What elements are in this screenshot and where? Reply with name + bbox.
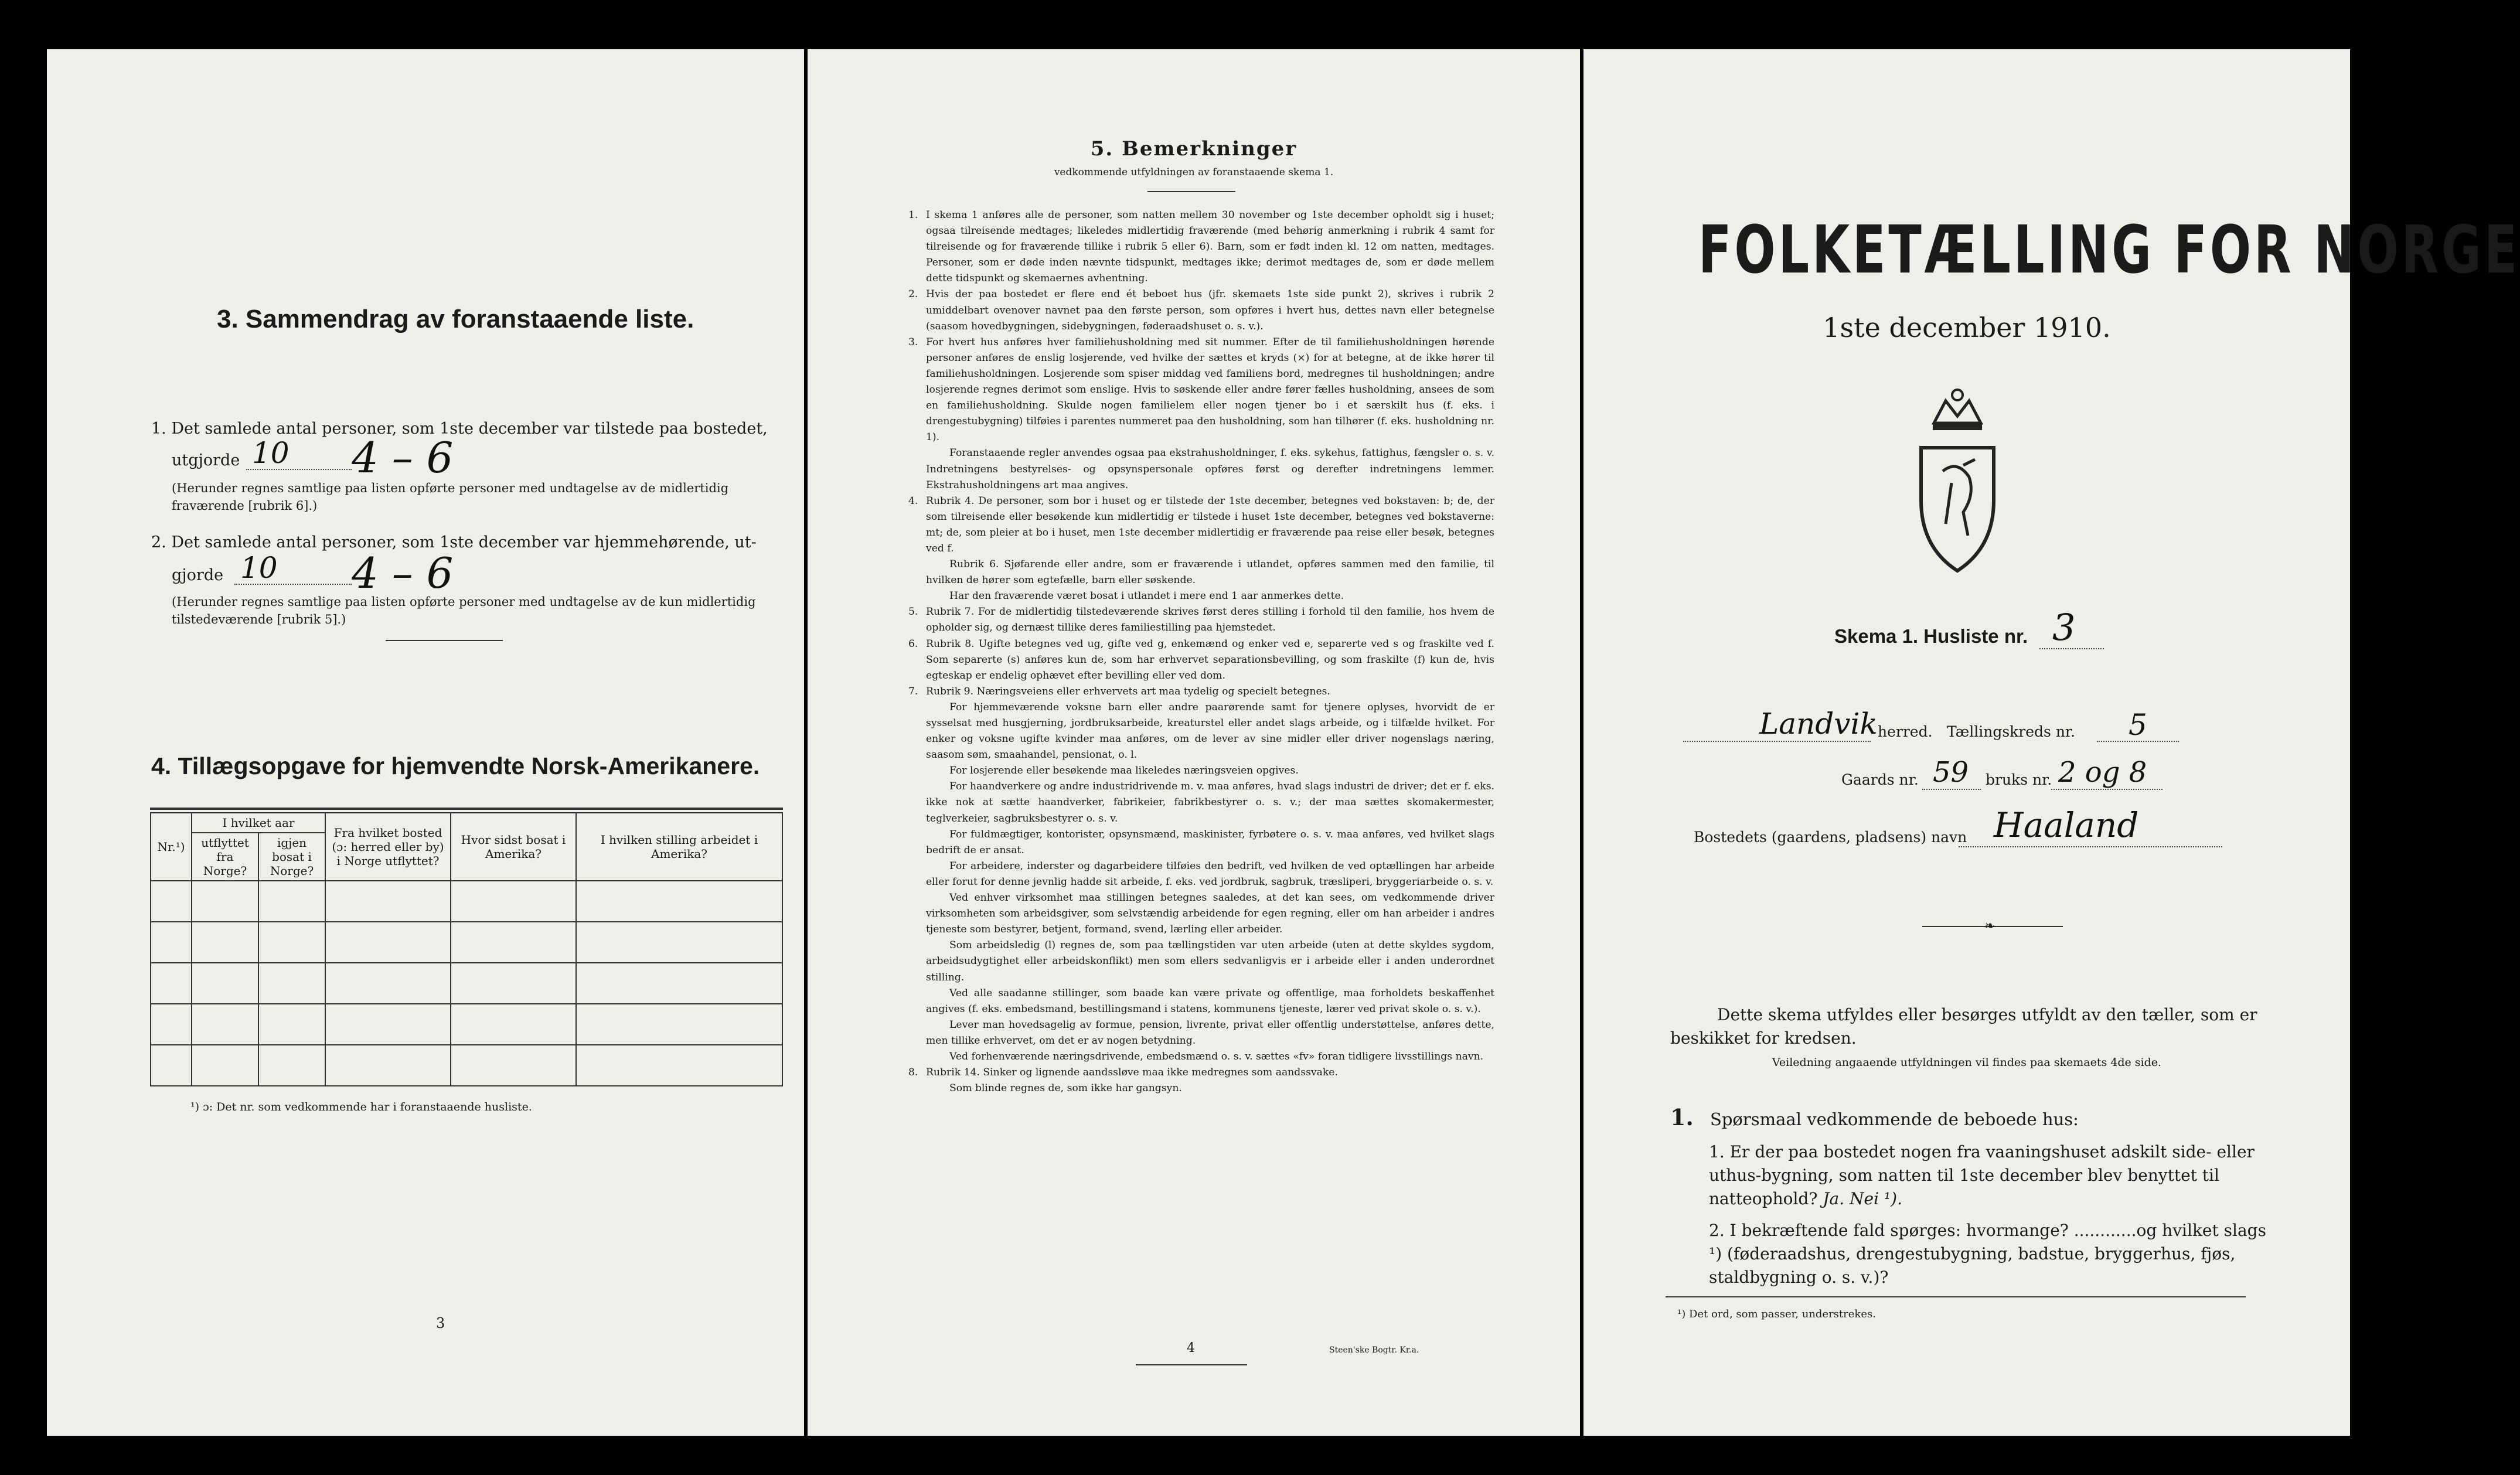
- remark-paragraph: [908, 763, 1494, 779]
- remark-paragraph: [908, 890, 1494, 938]
- ornament-icon: ❧: [1984, 919, 1995, 934]
- q1-1-text: 1. Er der paa bostedet nogen fra vaaningshuset adskilt side- eller uthus-bygning, som natten til 1ste december blev benyttet til natteophold?: [1709, 1142, 2255, 1208]
- footnote: ¹) Det ord, som passer, understrekes.: [1677, 1308, 1876, 1320]
- page-number: 3: [436, 1315, 445, 1331]
- remark-number: [908, 890, 926, 938]
- remark-text: Ved forhenværende næringsdrivende, embedsmænd o. s. v. sættes «fv» foran tidligere livsstillings navn.: [949, 1050, 1484, 1062]
- remark-number: 7.: [908, 685, 918, 697]
- remark-number: 8.: [908, 1067, 918, 1079]
- col-nr: Nr.¹): [151, 813, 192, 881]
- item1-prefix: utgjorde: [172, 451, 240, 469]
- gaards-label: Gaards nr.: [1841, 771, 1919, 788]
- remark-text: For losjerende eller besøkende maa likeledes næringsveien opgives.: [949, 765, 1299, 777]
- remark-paragraph: [908, 1065, 1494, 1081]
- item1-handwritten-note: 4 – 6: [352, 433, 454, 482]
- section3-title: 3. Sammendrag av foranstaaende liste.: [217, 305, 694, 333]
- remark-number: 1.: [908, 209, 918, 221]
- instruction-small: Veiledning angaaende utfyldningen vil findes paa skemaets 4de side.: [1772, 1056, 2162, 1069]
- divider: [1147, 191, 1235, 192]
- remark-paragraph: [908, 335, 1494, 446]
- remark-text: Som arbeidsledig (l) regnes de, som paa tællingstiden var uten arbeide (uten at dette skyldes sygdom, arbeidsudygtighet eller arbeidskonflikt) men som ellers sedvanligvis er i arbeide eller i anden underordnet stilling.: [926, 939, 1494, 983]
- section4-title: 4. Tillægsopgave for hjemvendte Norsk-Amerikanere.: [151, 752, 760, 779]
- bosted-label: Bostedets (gaardens, pladsens) navn: [1694, 829, 1967, 846]
- remark-number: [908, 1049, 926, 1065]
- remark-text: Rubrik 9. Næringsveiens eller erhvervets art maa tydelig og specielt betegnes.: [926, 685, 1330, 697]
- table-row: [151, 1045, 782, 1086]
- house-number: 3: [2052, 606, 2076, 649]
- remark-number: [908, 986, 926, 1017]
- remark-number: 5.: [908, 606, 918, 618]
- q1-1-answer: Ja. Nei ¹).: [1823, 1189, 1902, 1208]
- remark-number: [908, 445, 926, 493]
- bruks-value: 2 og 8: [2058, 756, 2147, 789]
- col-sidst-bosat: Hvor sidst bosat i Amerika?: [451, 813, 576, 881]
- remark-text: Har den fraværende været bosat i utlandet i mere end 1 aar anmerkes dette.: [949, 590, 1344, 602]
- remark-number: 4.: [908, 495, 918, 507]
- census-date: 1ste december 1910.: [1823, 312, 2111, 343]
- col-fra-bosted: Fra hvilket bosted (ɔ: herred eller by) i Norge utflyttet?: [325, 813, 451, 881]
- table-footnote: ¹) ɔ: Det nr. som vedkommende har i foranstaaende husliste.: [190, 1101, 532, 1113]
- remark-text: Ved enhver virksomhet maa stillingen betegnes saaledes, at det kan sees, om vedkommende driver virksomheten som arbeidsgiver, som selvstændig arbeidende for egen regning, eller om han arbeider i andres tjeneste som bestyrer, betjent, formand, svend, lærling eller arbeider.: [926, 892, 1494, 936]
- item2-note: (Herunder regnes samtlige paa listen opførte personer med undtagelse av de kun midlertidig tilstedeværende [rubrik 5].): [172, 595, 756, 626]
- remark-paragraph: [908, 1049, 1494, 1065]
- item2-prefix: gjorde: [172, 566, 224, 584]
- remark-paragraph: [908, 557, 1494, 588]
- divider: [1136, 1364, 1247, 1365]
- q1-number: 1.: [1670, 1104, 1694, 1130]
- remark-text: Rubrik 4. De personer, som bor i huset og er tilstede der 1ste december, betegnes ved bokstaven: b; de, der som tilreisende eller besøkende kun midlertidig er tilstede i huset 1ste december, betegnes ved bokstaverne: mt; de, som pleier at bo i huset, men 1ste december midlertidig er fraværende paa reise eller besøk, betegnes ved f.: [926, 495, 1494, 554]
- remarks-subtitle: vedkommende utfyldningen av foranstaaende skema 1.: [1054, 166, 1334, 178]
- remark-text: For hjemmeværende voksne barn eller andre paarørende samt for tjenere oplyses, hvorvidt de er sysselsat med husgjerning, jordbruksarbeide, kreaturstel eller andet slags arbeide, og i tilfælde hvilket. For enker og voksne ugifte kvinder maa anføres, om de lever av sine midler eller driver nogenslags næring, saasom søm, smaahandel, pensionat, o. l.: [926, 701, 1494, 761]
- remark-paragraph: [908, 207, 1494, 287]
- remark-number: 3.: [908, 336, 918, 348]
- remark-paragraph: [908, 588, 1494, 604]
- schema-label: Skema 1. Husliste nr.: [1834, 625, 2028, 647]
- page-number: 4: [1187, 1341, 1195, 1355]
- remark-paragraph: [908, 604, 1494, 636]
- remark-paragraph: [908, 493, 1494, 557]
- herred-label: herred.: [1878, 723, 1933, 740]
- remark-text: Som blinde regnes de, som ikke har gangsyn.: [949, 1082, 1182, 1095]
- coat-of-arms-icon: [1911, 377, 2004, 577]
- divider: [386, 640, 503, 641]
- item1-text: 1. Det samlede antal personer, som 1ste december var tilstede paa bostedet,: [151, 420, 768, 438]
- gaards-value: 59: [1933, 756, 1969, 789]
- remark-text: For arbeidere, inderster og dagarbeidere tilføies den bedrift, ved hvilken de ved optællingen har arbeide eller forut for denne jevnlig hadde sit arbeide, f. eks. ved jordbruk, sagbruk, træsliperi, bryggeriarbeide o. s. v.: [926, 860, 1494, 888]
- remark-paragraph: [908, 986, 1494, 1017]
- remark-text: Lever man hovedsagelig av formue, pension, livrente, privat eller offentlig understøttelse, anføres dette, men tillike erhvervet, om det er av nogen betydning.: [926, 1018, 1494, 1047]
- remark-text: Rubrik 7. For de midlertidig tilstedeværende skrives først deres stilling i forhold til den familie, hos hvem de opholder sig, og dernæst tillike deres familiestilling paa hjemstedet.: [926, 606, 1494, 634]
- remarks-title: 5. Bemerkninger: [1090, 137, 1298, 161]
- remark-number: [908, 700, 926, 763]
- remark-paragraph: [908, 827, 1494, 859]
- remark-paragraph: [908, 1081, 1494, 1096]
- remark-text: Rubrik 8. Ugifte betegnes ved ug, gifte ved g, enkemænd og enker ved e, separerte ved s og fraskilte ved f. Som separerte (s) anføres kun de, som har erhvervet separationsbevilling, og som fraskilte (f) kun de, hvis egteskap er endelig ophævet efter bevilling eller ved dom.: [926, 638, 1494, 682]
- remark-text: Foranstaaende regler anvendes ogsaa paa ekstrahusholdninger, f. eks. sykehus, fattighus, fængsler o. s. v. Indretningens bestyrelses- og opsynspersonale opføres først og derefter indretningens lemmer. Ekstrahusholdningens art maa angives.: [926, 447, 1494, 491]
- table-row: [151, 922, 782, 963]
- remark-paragraph: [908, 700, 1494, 763]
- bruks-label: bruks nr.: [1986, 771, 2052, 788]
- bosted-value: Haaland: [1994, 805, 2139, 845]
- item1-count: 10: [252, 436, 290, 470]
- remark-number: [908, 763, 926, 779]
- remark-text: For haandverkere og andre industridrivende m. v. maa anføres, hvad slags industri de driver; det er f. eks. ikke nok at sætte haandverker, fabrikeier, fabrikbestyrer o. s. v.; der maa sættes skomakermester, teglverkeier, sagbruksbestyrer o. s. v.: [926, 781, 1494, 825]
- table-row: [151, 881, 782, 922]
- col-stilling: I hvilken stilling arbeidet i Amerika?: [576, 813, 782, 881]
- census-title: FOLKETÆLLING FOR NORGE: [1698, 212, 2520, 288]
- item2-text: 2. Det samlede antal personer, som 1ste december var hjemmehørende, ut-: [151, 533, 757, 551]
- remark-number: [908, 859, 926, 890]
- remark-text: Rubrik 14. Sinker og lignende aandssløve maa ikke medregnes som aandssvake.: [926, 1067, 1338, 1079]
- middle-page: [808, 49, 1580, 1436]
- table-row: [151, 963, 782, 1004]
- kreds-label: Tællingskreds nr.: [1947, 723, 2076, 740]
- remark-text: Rubrik 6. Sjøfarende eller andre, som er fraværende i utlandet, opføres sammen med den familie, til hvilken de hører som egtefælle, barn eller søskende.: [926, 558, 1494, 587]
- remark-number: [908, 557, 926, 588]
- remark-number: [908, 827, 926, 859]
- instruction: Dette skema utfyldes eller besørges utfyldt av den tæller, som er beskikket for kredsen.: [1670, 1005, 2257, 1048]
- q1-2: 2. I bekræftende fald spørges: hvormange? ............og hvilket slags ¹) (føderaadshus, drengestubygning, badstue, bryggerhus, fjøs, staldbygning o. s. v.)?: [1709, 1221, 2266, 1287]
- item2-handwritten-note: 4 – 6: [352, 549, 454, 598]
- remark-text: For fuldmægtiger, kontorister, opsynsmænd, maskinister, fyrbøtere o. s. v. maa anføres, ved hvilket slags bedrift de er ansat.: [926, 828, 1494, 856]
- table-row: [151, 1004, 782, 1045]
- remark-text: For hvert hus anføres hver familiehusholdning med sit nummer. Efter de til familiehusholdningen hørende personer anføres de enslig losjerende, ved hvilke der sættes et kryds (×) for at betegne, at de ikke hører til familiehusholdningen. Losjerende som spiser middag ved familiens bord, medregnes til husholdningen; andre losjerende regnes derimot som enslige. Hvis to søskende eller andre fører fælles husholdning, ansees de som en familiehusholdning. Skulde nogen familielem eller nogen tjener bo i et særskilt hus (f. eks. i drengestubygning) tilføies i parentes nummeret paa den husholdning, som han tilhører (f. eks. husholdning nr. 1).: [926, 336, 1494, 444]
- remark-paragraph: [908, 1017, 1494, 1049]
- remark-paragraph: [908, 636, 1494, 684]
- remark-number: 2.: [908, 288, 918, 301]
- remark-paragraph: [908, 938, 1494, 985]
- remark-number: [908, 779, 926, 826]
- remark-paragraph: [908, 684, 1494, 700]
- divider: [1666, 1296, 2246, 1297]
- remark-paragraph: [908, 859, 1494, 890]
- remark-number: 6.: [908, 638, 918, 650]
- right-page: [1583, 49, 2520, 1436]
- kreds-value: 5: [2129, 708, 2147, 742]
- item1-note: (Herunder regnes samtlige paa listen opførte personer med undtagelse av de midlertidig fraværende [rubrik 6].): [172, 481, 729, 513]
- remark-paragraph: [908, 779, 1494, 826]
- col-group-year: I hvilket aar: [192, 813, 325, 833]
- remark-paragraph: [908, 287, 1494, 334]
- norsk-amerikanere-table: [150, 812, 783, 1086]
- remark-paragraph: [908, 445, 1494, 493]
- remark-number: [908, 938, 926, 985]
- left-page: [47, 49, 804, 1436]
- remark-text: Ved alle saadanne stillinger, som baade kan være private og offentlige, maa forholdets beskaffenhet angives (f. eks. embedsmand, bestillingsmand i statens, kommunens tjeneste, lærer ved privat skole o. s. v.).: [926, 987, 1494, 1015]
- table-top-rule: [150, 808, 783, 810]
- col-utflyttet: utflyttet fra Norge?: [192, 833, 258, 881]
- printer-mark: Steen'ske Bogtr. Kr.a.: [1329, 1345, 1419, 1355]
- remark-text: Hvis der paa bostedet er flere end ét beboet hus (jfr. skemaets 1ste side punkt 2), skrives i rubrik 2 umiddelbart ovenover navnet paa den første person, som opføres i hvert hus, dettes navn eller betegnelse (saasom hovedbygningen, sidebygningen, føderaadshuset o. s. v.).: [926, 288, 1494, 332]
- remark-text: I skema 1 anføres alle de personer, som natten mellem 30 november og 1ste december opholdt sig i huset; ogsaa tilreisende medtages; likeledes midlertidig fraværende (med behørig anmerkning i rubrik 4 samt for tilreisende og for fraværende tillike i rubrik 5 eller 6). Barn, som er født inden kl. 12 om natten, medtages. Personer, som er døde inden nævnte tidspunkt, medtages ikke; derimot medtages de, som er døde mellem dette tidspunkt og skemaernes avhentning.: [926, 209, 1494, 285]
- remarks-list: [908, 207, 1494, 1096]
- item2-count: 10: [240, 551, 278, 585]
- q1-title: Spørsmaal vedkommende de beboede hus:: [1710, 1109, 2079, 1129]
- col-igjen: igjen bosat i Norge?: [258, 833, 325, 881]
- herred-value: Landvik: [1759, 707, 1878, 741]
- q1-1: [1709, 1140, 2272, 1211]
- remark-number: [908, 1017, 926, 1049]
- remark-number: [908, 1081, 926, 1096]
- remark-number: [908, 588, 926, 604]
